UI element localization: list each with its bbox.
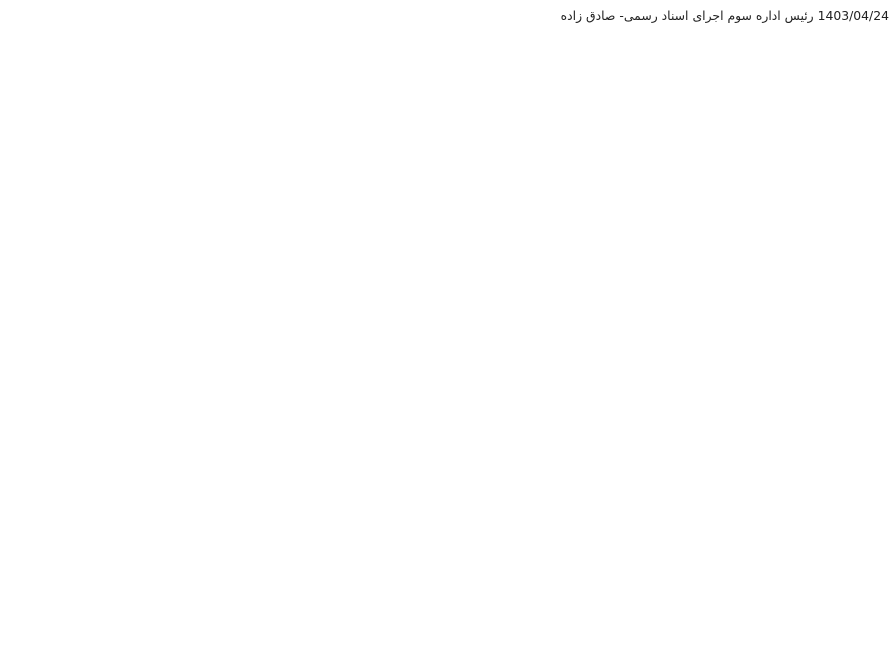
notice-signature: 1403/04/24 رئیس اداره سوم اجرای اسناد رسمی- صادق زاده [560,8,889,23]
